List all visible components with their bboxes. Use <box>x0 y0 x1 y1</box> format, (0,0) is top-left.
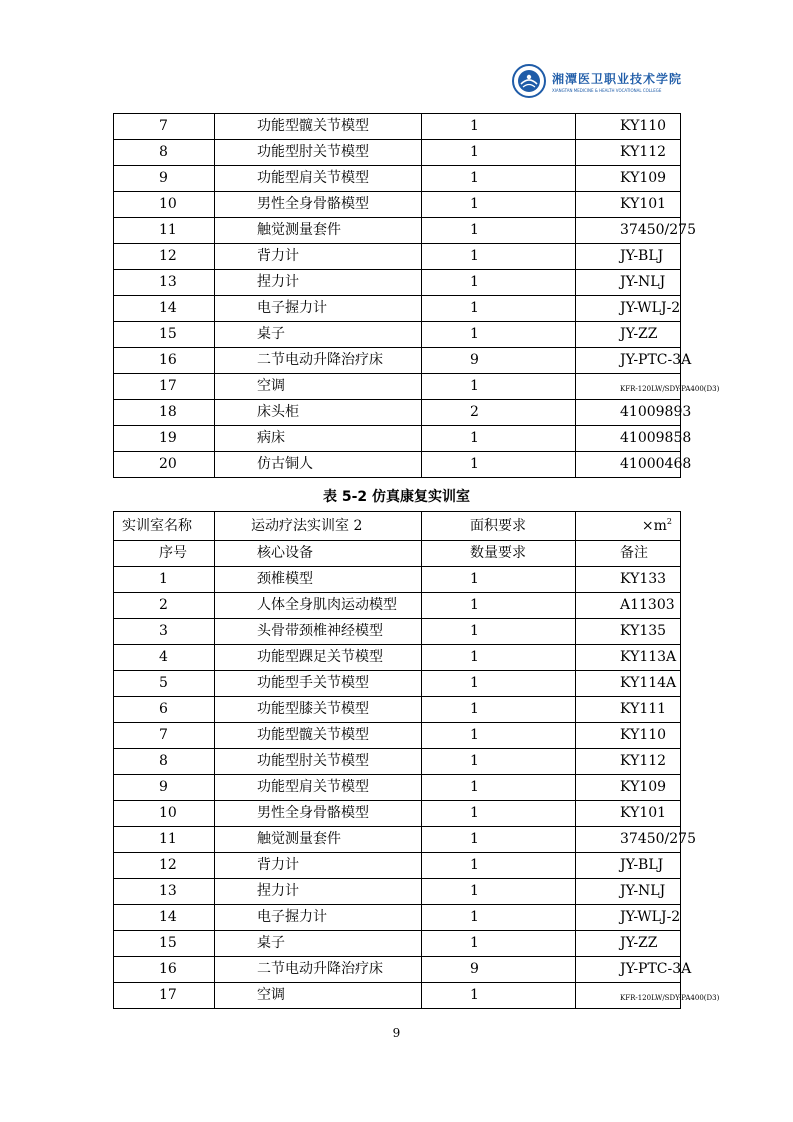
quantity-cell: 1 <box>422 192 576 218</box>
logo-english-name: XIANGTAN MEDICINE & HEALTH VOCATIONAL COLLEGE <box>552 87 662 93</box>
table-row <box>114 671 681 697</box>
quantity-cell: 9 <box>422 957 576 983</box>
serial-cell: 17 <box>114 983 215 1009</box>
serial-cell: 9 <box>114 166 215 192</box>
serial-cell: 3 <box>114 619 215 645</box>
serial-cell: 18 <box>114 400 215 426</box>
column-header-row <box>114 541 681 567</box>
table-row <box>114 114 681 140</box>
equipment-name-cell: 功能型手关节模型 <box>215 671 422 697</box>
equipment-name-cell: 人体全身肌肉运动模型 <box>215 593 422 619</box>
model-cell: 41000468 <box>576 452 681 478</box>
college-logo <box>512 62 682 100</box>
model-cell: KY135 <box>576 619 681 645</box>
equipment-name-cell: 捏力计 <box>215 270 422 296</box>
table-row <box>114 400 681 426</box>
serial-cell: 10 <box>114 192 215 218</box>
table-caption: 表 5-2 仿真康复实训室 <box>322 489 471 505</box>
logo-chinese-name: 湘潭医卫职业技术学院 <box>552 71 683 86</box>
model-cell: KY110 <box>576 723 681 749</box>
model-cell: JY-PTC-3A <box>576 957 681 983</box>
serial-cell: 9 <box>114 775 215 801</box>
model-cell: KY109 <box>576 775 681 801</box>
quantity-cell: 1 <box>422 374 576 400</box>
quantity-cell: 1 <box>422 853 576 879</box>
equipment-name-cell: 桌子 <box>215 322 422 348</box>
model-cell: KY101 <box>576 801 681 827</box>
quantity-cell: 1 <box>422 322 576 348</box>
equipment-name-cell: 电子握力计 <box>215 296 422 322</box>
table-row <box>114 983 681 1009</box>
quantity-cell: 1 <box>422 801 576 827</box>
page-number: 9 <box>392 1026 401 1040</box>
serial-cell: 15 <box>114 931 215 957</box>
quantity-cell: 1 <box>422 671 576 697</box>
serial-cell: 12 <box>114 853 215 879</box>
equipment-name-cell: 男性全身骨骼模型 <box>215 801 422 827</box>
model-cell: A11303 <box>576 593 681 619</box>
quantity-cell: 1 <box>422 827 576 853</box>
equipment-name-cell: 功能型髋关节模型 <box>215 723 422 749</box>
model-cell: KY112 <box>576 749 681 775</box>
model-cell: KFR-120LW/SDY-PA400(D3) <box>576 374 681 400</box>
serial-cell: 16 <box>114 957 215 983</box>
model-cell: JY-NLJ <box>576 270 681 296</box>
equipment-name-cell: 颈椎模型 <box>215 567 422 593</box>
quantity-cell: 1 <box>422 567 576 593</box>
quantity-cell: 1 <box>422 775 576 801</box>
quantity-cell: 1 <box>422 270 576 296</box>
table-row <box>114 697 681 723</box>
header-remarks: 备注 <box>576 541 681 567</box>
equipment-name-cell: 触觉测量套件 <box>215 827 422 853</box>
area-requirement-label: 面积要求 <box>422 512 576 541</box>
table-row <box>114 619 681 645</box>
table-row <box>114 905 681 931</box>
equipment-name-cell: 二节电动升降治疗床 <box>215 348 422 374</box>
table-row <box>114 827 681 853</box>
serial-cell: 11 <box>114 218 215 244</box>
model-cell: KFR-120LW/SDY-PA400(D3) <box>576 983 681 1009</box>
table-row <box>114 218 681 244</box>
serial-cell: 11 <box>114 827 215 853</box>
area-requirement-value <box>576 512 681 541</box>
model-cell: KY114A <box>576 671 681 697</box>
serial-cell: 6 <box>114 697 215 723</box>
serial-cell: 8 <box>114 749 215 775</box>
model-cell: JY-BLJ <box>576 244 681 270</box>
table-row <box>114 452 681 478</box>
serial-cell: 13 <box>114 270 215 296</box>
college-emblem-icon <box>512 64 546 98</box>
serial-cell: 19 <box>114 426 215 452</box>
equipment-name-cell: 触觉测量套件 <box>215 218 422 244</box>
equipment-name-cell: 病床 <box>215 426 422 452</box>
equipment-name-cell: 头骨带颈椎神经模型 <box>215 619 422 645</box>
model-cell: KY112 <box>576 140 681 166</box>
table-row <box>114 879 681 905</box>
model-cell: JY-WLJ-2 <box>576 905 681 931</box>
model-cell: KY111 <box>576 697 681 723</box>
model-cell: JY-NLJ <box>576 879 681 905</box>
model-cell: 37450/275 <box>576 827 681 853</box>
quantity-cell: 1 <box>422 619 576 645</box>
table-row <box>114 426 681 452</box>
quantity-cell: 1 <box>422 983 576 1009</box>
table-row <box>114 348 681 374</box>
serial-cell: 13 <box>114 879 215 905</box>
equipment-name-cell: 床头柜 <box>215 400 422 426</box>
quantity-cell: 1 <box>422 140 576 166</box>
quantity-cell: 2 <box>422 400 576 426</box>
room-name-label: 实训室名称 <box>114 512 215 541</box>
serial-cell: 7 <box>114 114 215 140</box>
model-cell: KY109 <box>576 166 681 192</box>
table-row <box>114 931 681 957</box>
equipment-name-cell: 功能型踝足关节模型 <box>215 645 422 671</box>
table-row <box>114 374 681 400</box>
equipment-name-cell: 男性全身骨骼模型 <box>215 192 422 218</box>
equipment-name-cell: 背力计 <box>215 853 422 879</box>
quantity-cell: 1 <box>422 218 576 244</box>
model-cell: JY-PTC-3A <box>576 348 681 374</box>
header-serial: 序号 <box>114 541 215 567</box>
table-row <box>114 853 681 879</box>
equipment-name-cell: 功能型髋关节模型 <box>215 114 422 140</box>
header-quantity: 数量要求 <box>422 541 576 567</box>
model-cell: 37450/275 <box>576 218 681 244</box>
table-row <box>114 166 681 192</box>
model-cell: JY-WLJ-2 <box>576 296 681 322</box>
quantity-cell: 1 <box>422 697 576 723</box>
serial-cell: 20 <box>114 452 215 478</box>
quantity-cell: 1 <box>422 905 576 931</box>
model-cell: 41009858 <box>576 426 681 452</box>
table-row <box>114 296 681 322</box>
serial-cell: 14 <box>114 296 215 322</box>
quantity-cell: 1 <box>422 452 576 478</box>
quantity-cell: 1 <box>422 879 576 905</box>
equipment-name-cell: 空调 <box>215 983 422 1009</box>
serial-cell: 5 <box>114 671 215 697</box>
table-row <box>114 192 681 218</box>
equipment-name-cell: 空调 <box>215 374 422 400</box>
area-unit-superscript: 2 <box>666 517 672 526</box>
room-info-row <box>114 512 681 541</box>
serial-cell: 4 <box>114 645 215 671</box>
equipment-table-continued <box>113 113 720 478</box>
room-name-value: 运动疗法实训室 2 <box>215 512 422 541</box>
model-cell: KY110 <box>576 114 681 140</box>
table-row <box>114 244 681 270</box>
quantity-cell: 1 <box>422 114 576 140</box>
quantity-cell: 1 <box>422 645 576 671</box>
equipment-name-cell: 功能型肘关节模型 <box>215 749 422 775</box>
model-cell: KY113A <box>576 645 681 671</box>
serial-cell: 7 <box>114 723 215 749</box>
quantity-cell: 1 <box>422 723 576 749</box>
model-cell: 41009893 <box>576 400 681 426</box>
serial-cell: 12 <box>114 244 215 270</box>
equipment-name-cell: 功能型肩关节模型 <box>215 166 422 192</box>
equipment-table-5-2 <box>113 511 720 1009</box>
table-row <box>114 567 681 593</box>
equipment-name-cell: 电子握力计 <box>215 905 422 931</box>
equipment-name-cell: 背力计 <box>215 244 422 270</box>
area-unit: ×m <box>641 518 667 534</box>
table-row <box>114 322 681 348</box>
model-cell: JY-ZZ <box>576 931 681 957</box>
table-row <box>114 270 681 296</box>
equipment-name-cell: 功能型膝关节模型 <box>215 697 422 723</box>
quantity-cell: 1 <box>422 166 576 192</box>
serial-cell: 1 <box>114 567 215 593</box>
table-row <box>114 645 681 671</box>
quantity-cell: 1 <box>422 931 576 957</box>
table-row <box>114 775 681 801</box>
serial-cell: 14 <box>114 905 215 931</box>
equipment-name-cell: 仿古铜人 <box>215 452 422 478</box>
quantity-cell: 1 <box>422 426 576 452</box>
header-core-equipment: 核心设备 <box>215 541 422 567</box>
equipment-name-cell: 功能型肘关节模型 <box>215 140 422 166</box>
table-row <box>114 140 681 166</box>
serial-cell: 17 <box>114 374 215 400</box>
model-cell: JY-BLJ <box>576 853 681 879</box>
quantity-cell: 9 <box>422 348 576 374</box>
table-row <box>114 801 681 827</box>
serial-cell: 16 <box>114 348 215 374</box>
table-row <box>114 749 681 775</box>
model-cell: JY-ZZ <box>576 322 681 348</box>
serial-cell: 2 <box>114 593 215 619</box>
equipment-name-cell: 桌子 <box>215 931 422 957</box>
quantity-cell: 1 <box>422 749 576 775</box>
equipment-name-cell: 二节电动升降治疗床 <box>215 957 422 983</box>
table-row <box>114 593 681 619</box>
equipment-name-cell: 捏力计 <box>215 879 422 905</box>
serial-cell: 10 <box>114 801 215 827</box>
serial-cell: 8 <box>114 140 215 166</box>
quantity-cell: 1 <box>422 296 576 322</box>
quantity-cell: 1 <box>422 593 576 619</box>
model-cell: KY133 <box>576 567 681 593</box>
model-cell: KY101 <box>576 192 681 218</box>
serial-cell: 15 <box>114 322 215 348</box>
table-row <box>114 723 681 749</box>
quantity-cell: 1 <box>422 244 576 270</box>
equipment-name-cell: 功能型肩关节模型 <box>215 775 422 801</box>
table-row <box>114 957 681 983</box>
